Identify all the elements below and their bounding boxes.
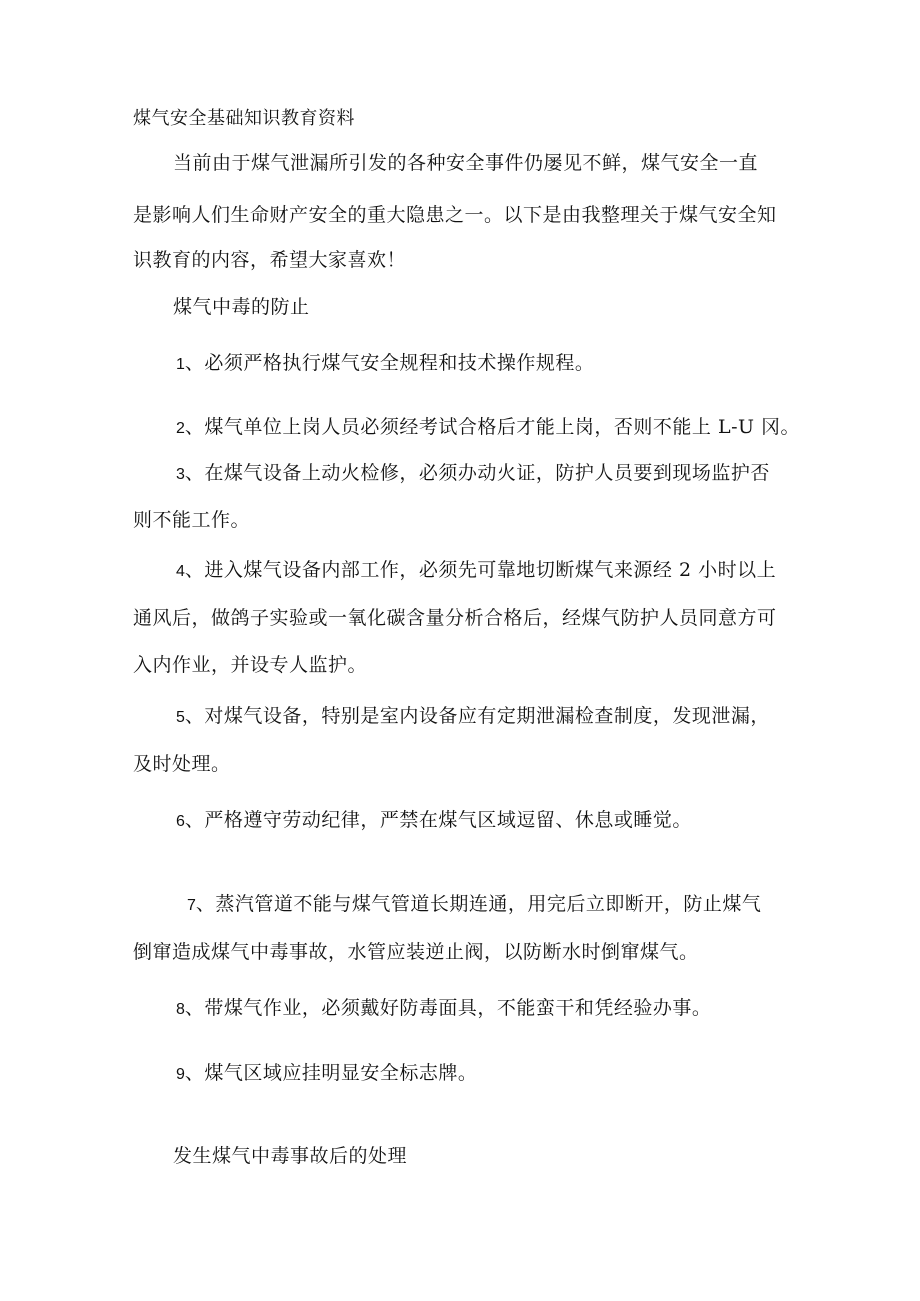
list-item-7-continuation: 倒窜造成煤气中毒事故，水管应装逆止阀，以防断水时倒窜煤气。	[133, 941, 699, 963]
item-number: 8	[176, 1001, 185, 1018]
list-item-3	[176, 461, 770, 487]
list-item-2	[176, 415, 800, 441]
intro-line-3: 识教育的内容，希望大家喜欢！	[133, 249, 407, 271]
item-text: 、进入煤气设备内部工作，必须先可靠地切断煤气来源经 2 小时以上	[184, 559, 777, 581]
list-item-3-continuation: 则不能工作。	[133, 509, 251, 531]
item-number: 7	[187, 897, 196, 914]
document-title: 煤气安全基础知识教育资料	[133, 108, 355, 129]
item-number: 2	[176, 420, 185, 437]
item-number: 1	[176, 356, 185, 373]
item-text: 、煤气区域应挂明显安全标志牌。	[184, 1062, 478, 1084]
item-text: 、煤气单位上岗人员必须经考试合格后才能上岗，否则不能上 L-U 冈。	[184, 416, 801, 438]
list-item-4	[176, 558, 776, 584]
list-item-6	[176, 808, 692, 834]
intro-line-1: 当前由于煤气泄漏所引发的各种安全事件仍屡见不鲜，煤气安全一直	[173, 152, 759, 174]
list-item-7	[187, 892, 761, 918]
list-item-5	[176, 704, 770, 730]
item-text: 、严格遵守劳动纪律，严禁在煤气区域逗留、休息或睡觉。	[184, 809, 692, 831]
item-text: 、在煤气设备上动火检修，必须办动火证，防护人员要到现场监护否	[184, 462, 770, 484]
list-item-9	[176, 1061, 477, 1087]
intro-line-2: 是影响人们生命财产安全的重大隐患之一。以下是由我整理关于煤气安全知	[133, 204, 777, 226]
item-text: 、带煤气作业，必须戴好防毒面具，不能蛮干和凭经验办事。	[184, 997, 712, 1019]
list-item-1	[176, 351, 594, 377]
item-number: 4	[176, 563, 185, 580]
item-number: 6	[176, 813, 185, 830]
item-number: 9	[176, 1066, 185, 1083]
item-number: 3	[176, 466, 185, 483]
list-item-4-continuation-1: 通风后，做鸽子实验或一氧化碳含量分析合格后，经煤气防护人员同意方可	[133, 607, 777, 629]
list-item-8	[176, 996, 711, 1022]
item-text: 、蒸汽管道不能与煤气管道长期连通，用完后立即断开，防止煤气	[195, 893, 762, 915]
section-heading-prevention: 煤气中毒的防止	[173, 296, 310, 318]
list-item-4-continuation-2: 入内作业，并设专人监护。	[133, 654, 368, 676]
item-text: 、对煤气设备，特别是室内设备应有定期泄漏检查制度，发现泄漏，	[184, 705, 770, 727]
section-heading-aftermath: 发生煤气中毒事故后的处理	[173, 1145, 408, 1167]
item-number: 5	[176, 709, 185, 726]
item-text: 、必须严格执行煤气安全规程和技术操作规程。	[184, 352, 595, 374]
list-item-5-continuation: 及时处理。	[133, 753, 231, 775]
